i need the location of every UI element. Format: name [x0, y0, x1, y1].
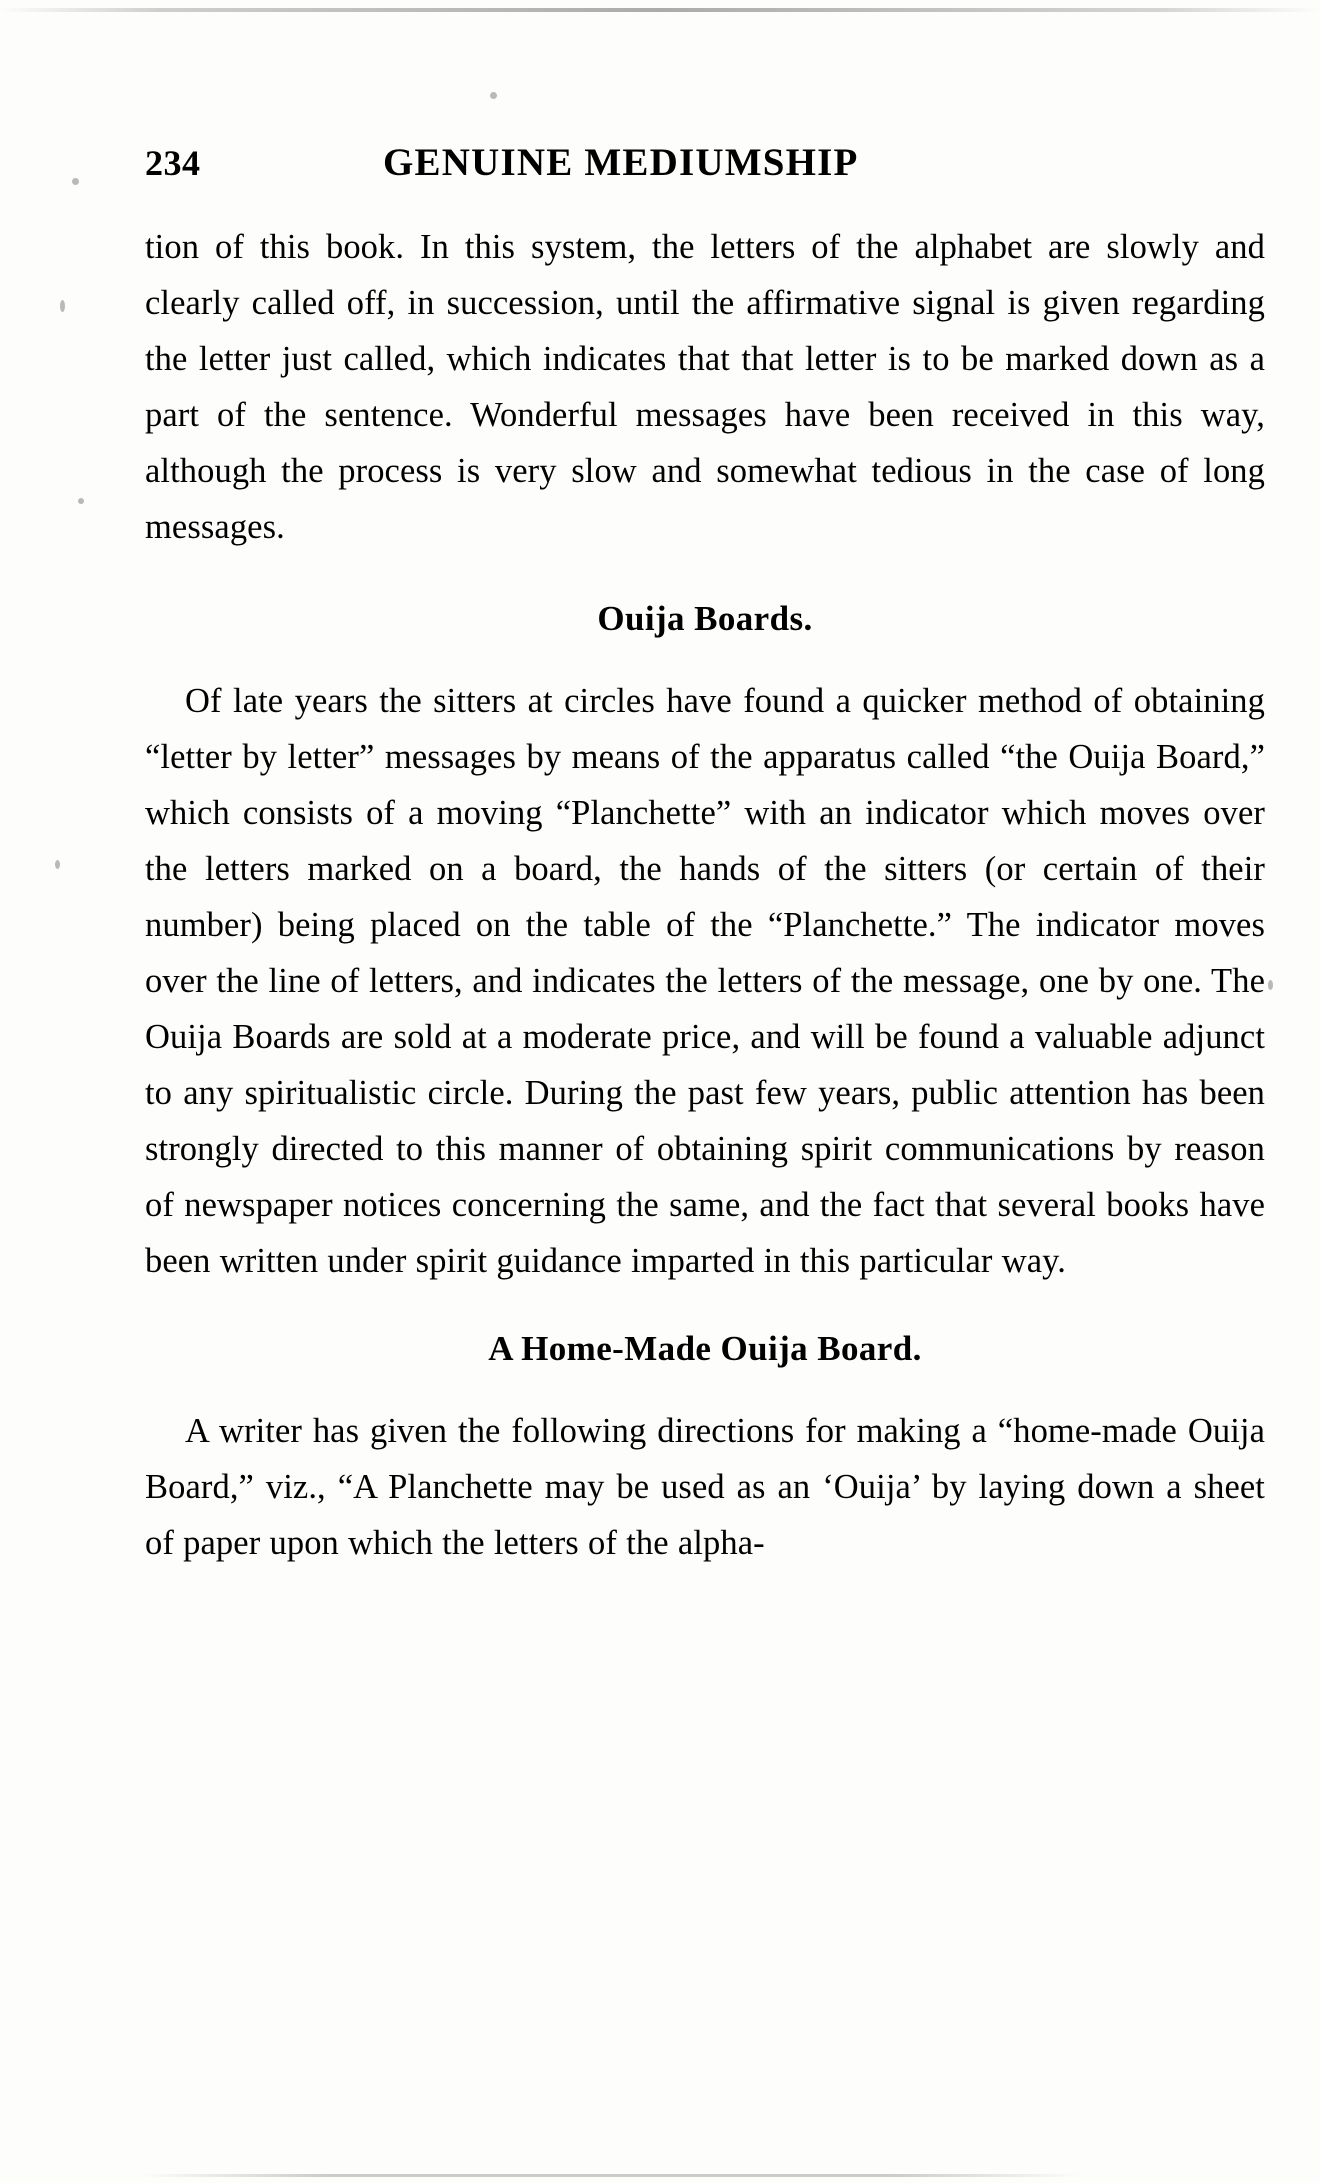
- running-head: GENUINE MEDIUMSHIP: [383, 141, 859, 184]
- scan-speck: [55, 860, 60, 869]
- scan-speck: [72, 178, 79, 185]
- page-content: [145, 140, 1265, 1571]
- paragraph-ouija-boards: Of late years the sitters at circles have found a quicker method of obtaining “letter by letter” messages by means of the apparatus called “the Ouija Board,” which consists of a moving “Planchette” with an indicator which moves over the letters marked on a board, the hands of the sitters (or certain of their number) being placed on the table of the “Planchette.” The indicator moves over the line of letters, and indicates the letters of the message, one by one. The Ouija Boards are sold at a moderate price, and will be found a valuable adjunct to any spiritualistic circle. During the past few years, public attention has been strongly directed to this manner of obtaining spirit communications by reason of newspaper notices concerning the same, and the fact that several books have been written under spirit guidance imparted in this particular way.: [145, 682, 1265, 1280]
- scan-speck: [1268, 980, 1273, 990]
- paragraph-home-made-ouija-board: A writer has given the following directions for making a “home-made Ouija Board,” viz., “A Planchette may be used as an ‘Ouija’ by laying down a sheet of paper upon which the letters of the alpha-: [145, 1412, 1265, 1562]
- page-number: 234: [145, 143, 201, 183]
- page-header: [145, 140, 1265, 185]
- scan-speck: [490, 92, 497, 99]
- page-bottom-edge: [140, 2174, 1080, 2177]
- page-top-edge: [0, 8, 1320, 12]
- section-heading-home-made-ouija-board: A Home-Made Ouija Board.: [488, 1329, 922, 1368]
- section-heading-ouija-boards: Ouija Boards.: [597, 599, 813, 638]
- scan-speck: [78, 498, 84, 504]
- paragraph-continuation: tion of this book. In this system, the letters of the alphabet are slowly and clearly called off, in succession, until the affirmative signal is given regarding the letter just called, which indicates that that letter is to be marked down as a part of the sentence. Wonderful messages have been received in this way, although the process is very slow and somewhat tedious in the case of long messages.: [145, 228, 1265, 546]
- scan-speck: [60, 300, 65, 312]
